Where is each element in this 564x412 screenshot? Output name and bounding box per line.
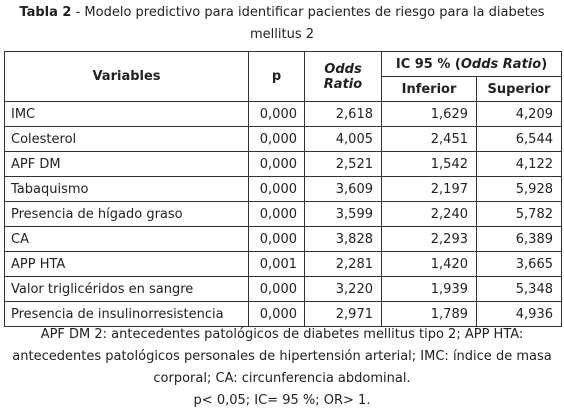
cell-superior: 4,209 bbox=[477, 102, 562, 127]
cell-p: 0,001 bbox=[249, 252, 305, 277]
cell-variable: Valor triglicéridos en sangre bbox=[5, 277, 249, 302]
cell-p: 0,000 bbox=[249, 302, 305, 327]
table-row bbox=[5, 227, 562, 252]
cell-variable: APP HTA bbox=[5, 252, 249, 277]
cell-odds-ratio: 3,599 bbox=[305, 202, 382, 227]
cell-odds-ratio: 3,220 bbox=[305, 277, 382, 302]
cell-superior: 4,122 bbox=[477, 152, 562, 177]
table-row bbox=[5, 177, 562, 202]
header-ic-group bbox=[382, 52, 562, 77]
cell-odds-ratio: 2,281 bbox=[305, 252, 382, 277]
header-ic-suffix: ) bbox=[541, 56, 548, 72]
cell-inferior: 1,789 bbox=[382, 302, 477, 327]
cell-variable: Colesterol bbox=[5, 127, 249, 152]
header-ic-prefix: IC 95 % ( bbox=[395, 56, 461, 72]
cell-odds-ratio: 2,971 bbox=[305, 302, 382, 327]
cell-p: 0,000 bbox=[249, 127, 305, 152]
cell-p: 0,000 bbox=[249, 152, 305, 177]
caption-label: Tabla 2 bbox=[19, 5, 72, 20]
cell-variable: Presencia de insulinorresistencia bbox=[5, 302, 249, 327]
cell-superior: 4,936 bbox=[477, 302, 562, 327]
cell-odds-ratio: 3,828 bbox=[305, 227, 382, 252]
table-row bbox=[5, 252, 562, 277]
table-body bbox=[5, 102, 562, 327]
cell-p: 0,000 bbox=[249, 202, 305, 227]
header-odds-line2: Ratio bbox=[323, 76, 363, 92]
cell-superior: 5,782 bbox=[477, 202, 562, 227]
table-row bbox=[5, 277, 562, 302]
cell-odds-ratio: 2,521 bbox=[305, 152, 382, 177]
cell-inferior: 2,197 bbox=[382, 177, 477, 202]
table-row bbox=[5, 202, 562, 227]
predictive-model-table bbox=[4, 51, 562, 327]
cell-variable: Tabaquismo bbox=[5, 177, 249, 202]
cell-superior: 6,544 bbox=[477, 127, 562, 152]
cell-inferior: 1,542 bbox=[382, 152, 477, 177]
table-row bbox=[5, 127, 562, 152]
header-inferior: Inferior bbox=[382, 77, 477, 102]
cell-variable: Presencia de hígado graso bbox=[5, 202, 249, 227]
cell-inferior: 2,240 bbox=[382, 202, 477, 227]
cell-p: 0,000 bbox=[249, 227, 305, 252]
header-variables: Variables bbox=[5, 52, 249, 102]
cell-superior: 3,665 bbox=[477, 252, 562, 277]
cell-variable: CA bbox=[5, 227, 249, 252]
cell-variable: IMC bbox=[5, 102, 249, 127]
cell-odds-ratio: 3,609 bbox=[305, 177, 382, 202]
table-row bbox=[5, 302, 562, 327]
cell-p: 0,000 bbox=[249, 102, 305, 127]
cell-p: 0,000 bbox=[249, 177, 305, 202]
table-notes bbox=[4, 324, 560, 412]
cell-inferior: 1,629 bbox=[382, 102, 477, 127]
table-caption bbox=[4, 2, 560, 46]
caption-text: - Modelo predictivo para identificar pacientes de riesgo para la diabetes mellitus 2 bbox=[71, 5, 545, 42]
table-row bbox=[5, 152, 562, 177]
cell-inferior: 1,939 bbox=[382, 277, 477, 302]
table-row bbox=[5, 102, 562, 127]
header-superior: Superior bbox=[477, 77, 562, 102]
header-p: p bbox=[249, 52, 305, 102]
cell-inferior: 1,420 bbox=[382, 252, 477, 277]
header-odds-ratio bbox=[305, 52, 382, 102]
cell-odds-ratio: 4,005 bbox=[305, 127, 382, 152]
abbreviations-note: APF DM 2: antecedentes patológicos de diabetes mellitus tipo 2; APP HTA: antecedentes patológicos personales de hipertensión arterial; IMC: índice de masa corporal; CA: circunferencia abdominal. bbox=[12, 327, 552, 386]
criteria-note: p< 0,05; IC= 95 %; OR> 1. bbox=[193, 393, 371, 408]
cell-superior: 5,928 bbox=[477, 177, 562, 202]
cell-superior: 6,389 bbox=[477, 227, 562, 252]
cell-variable: APF DM bbox=[5, 152, 249, 177]
cell-inferior: 2,451 bbox=[382, 127, 477, 152]
cell-p: 0,000 bbox=[249, 277, 305, 302]
cell-superior: 5,348 bbox=[477, 277, 562, 302]
cell-odds-ratio: 2,618 bbox=[305, 102, 382, 127]
header-odds-line1: Odds bbox=[324, 61, 362, 77]
header-ic-italic: Odds Ratio bbox=[460, 56, 542, 72]
cell-inferior: 2,293 bbox=[382, 227, 477, 252]
